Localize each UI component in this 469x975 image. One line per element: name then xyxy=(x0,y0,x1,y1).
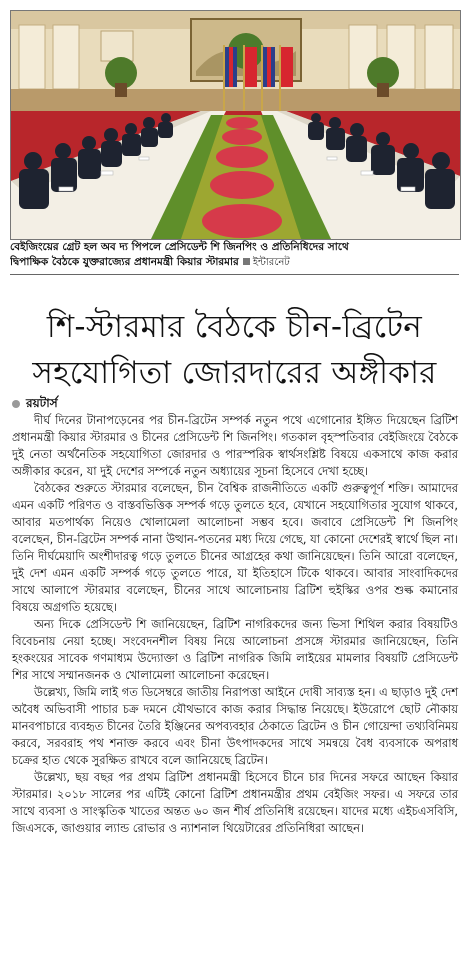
photo-credit: ইন্টারনেট xyxy=(252,257,290,268)
bullet-icon xyxy=(12,400,20,408)
headline xyxy=(8,304,461,396)
paragraph: বৈঠকের শুরুতে স্টারমার বলেছেন, চীন বৈশ্বিক রাজনীতিতে একটি গুরুত্বপূর্ণ শক্তি। আমাদের এমন একটি পরিণত ও বাস্তবভিত্তিক সম্পর্ক গড়ে তুলতে হবে, যেখানে সহযোগিতার সুযোগ থাকবে, আবার মতপার্থক্য নিয়েও খোলামেলা আলোচনা সম্ভব হবে। জবাবে প্রেসিডেন্ট শি জিনপিং বলেছেন, চীন-ব্রিটেন সম্পর্ক নানা উত্থান-পতনের মধ্য দিয়ে গেছে, যা কোনো দেশেরই স্বার্থে ছিল না। তিনি দীর্ঘমেয়াদি অংশীদারত্ব গড়ে তুলতে চীনের আগ্রহের কথা জানিয়েছেন। তিনি আরো বলেছেন, দুই দেশ এমন একটি সম্পর্ক গড়ে তুলতে পারে, যা ইতিহাসে টিকে থাকবে। আবার সাংবাদিকদের সাথে আলাপে স্টারমার বলেছেন, চীনের সাথে আলোচনায় ব্রিটিশ হুইস্কির ওপর শুল্ক কমানোর বিষয়ে অগ্রগতি হয়েছে। xyxy=(12,481,458,614)
paragraph: উল্লেখ্য, জিমি লাই গত ডিসেম্বরে জাতীয় নিরাপত্তা আইনে দোষী সাব্যস্ত হন। এ ছাড়াও দুই দেশ অবৈধ অভিবাসী পাচার চক্র দমনে যৌথভাবে কাজ করার সিদ্ধান্ত নিয়েছে। ইউরোপে ছোট নৌকায় মানবপাচারে ব্যবহৃত চীনের তৈরি ইঞ্জিনের অপব্যবহার ঠেকাতে ব্রিটেন ও চীন গোয়েন্দা তথ্যবিনিময় করবে, সরবরাহ পথ শনাক্ত করবে এবং চীনা উৎপাদকদের সাথে সমন্বয়ে বৈধ ব্যবসাকে অপরাধ চক্রের হাত থেকে সুরক্ষিত রাখবে বলে জানিয়েছে ব্রিটেন। xyxy=(12,685,458,767)
caption-line-2 xyxy=(10,255,459,270)
agency-name: রয়টার্স xyxy=(26,396,58,410)
article-body xyxy=(12,412,458,837)
headline-line-1: শি-স্টারমার বৈঠকে চীন-ব্রিটেন xyxy=(46,308,423,345)
agency-byline xyxy=(12,395,58,411)
paragraph: অন্য দিকে প্রেসিডেন্ট শি জানিয়েছেন, ব্রিটিশ নাগরিকদের জন্য ভিসা শিথিল করার বিষয়টিও বিবেচনায় নেয়া হচ্ছে। সংবেদনশীল বিষয় নিয়ে আলোচনা প্রসঙ্গে স্টারমার জানিয়েছেন, তিনি হংকংয়ের সাবেক গণমাধ্যম উদ্যোক্তা ও ব্রিটিশ নাগরিক জিমি লাইয়ের মামলার বিষয়টি প্রেসিডেন্ট শির সাথে সম্মানজনক ও খোলামেলা আলোচনা করেছেন। xyxy=(12,617,458,682)
meeting-photo-icon xyxy=(11,11,460,239)
meeting-photo xyxy=(10,10,461,240)
paragraph: দীর্ঘ দিনের টানাপড়েনের পর চীন-ব্রিটেন সম্পর্ক নতুন পথে এগোনোর ইঙ্গিত দিয়েছেন ব্রিটিশ প্রধানমন্ত্রী কিয়ার স্টারমার ও চীনের প্রেসিডেন্ট শি জিনপিং। গতকাল বৃহস্পতিবার বেইজিংয়ে বৈঠকে দুই নেতা অর্থনৈতিক সহযোগিতা জোরদার ও পারস্পরিক স্বার্থসংশ্লিষ্ট বিষয়ে একসাথে কাজ করার অঙ্গীকার করেন, যা দুই দেশের সম্পর্কে নতুন অধ্যায়ের সূচনা হিসেবে দেখা হচ্ছে। xyxy=(12,413,458,478)
divider-rule xyxy=(10,274,459,275)
photo-caption xyxy=(10,240,459,270)
caption-line-1: বেইজিংয়ের গ্রেট হল অব দ্য পিপলে প্রেসিডেন্ট শি জিনপিং ও প্রতিনিধিদের সাথে xyxy=(10,241,349,253)
caption-line-2-text: দ্বিপাক্ষিক বৈঠকে যুক্তরাজ্যের প্রধানমন্ত্রী কিয়ার স্টারমার xyxy=(10,256,239,268)
headline-line-2: সহযোগিতা জোরদারের অঙ্গীকার xyxy=(32,354,437,391)
credit-square-icon xyxy=(243,258,250,265)
paragraph: উল্লেখ্য, ছয় বছর পর প্রথম ব্রিটিশ প্রধানমন্ত্রী হিসেবে চীনে চার দিনের সফরে আছেন কিয়ার স্টারমার। ২০১৮ সালের পর এটিই কোনো ব্রিটিশ প্রধানমন্ত্রীর প্রথম বেইজিং সফর। এ সফরে তার সাথে ব্যবসা ও সাংস্কৃতিক খাতের অন্তত ৬০ জন শীর্ষ প্রতিনিধি রয়েছেন। যাদের মধ্যে এইচএসবিসি, জিএসকে, জাগুয়ার ল্যান্ড রোভার ও ন্যাশনাল থিয়েটারের প্রতিনিধিরা আছেন। xyxy=(12,770,458,835)
